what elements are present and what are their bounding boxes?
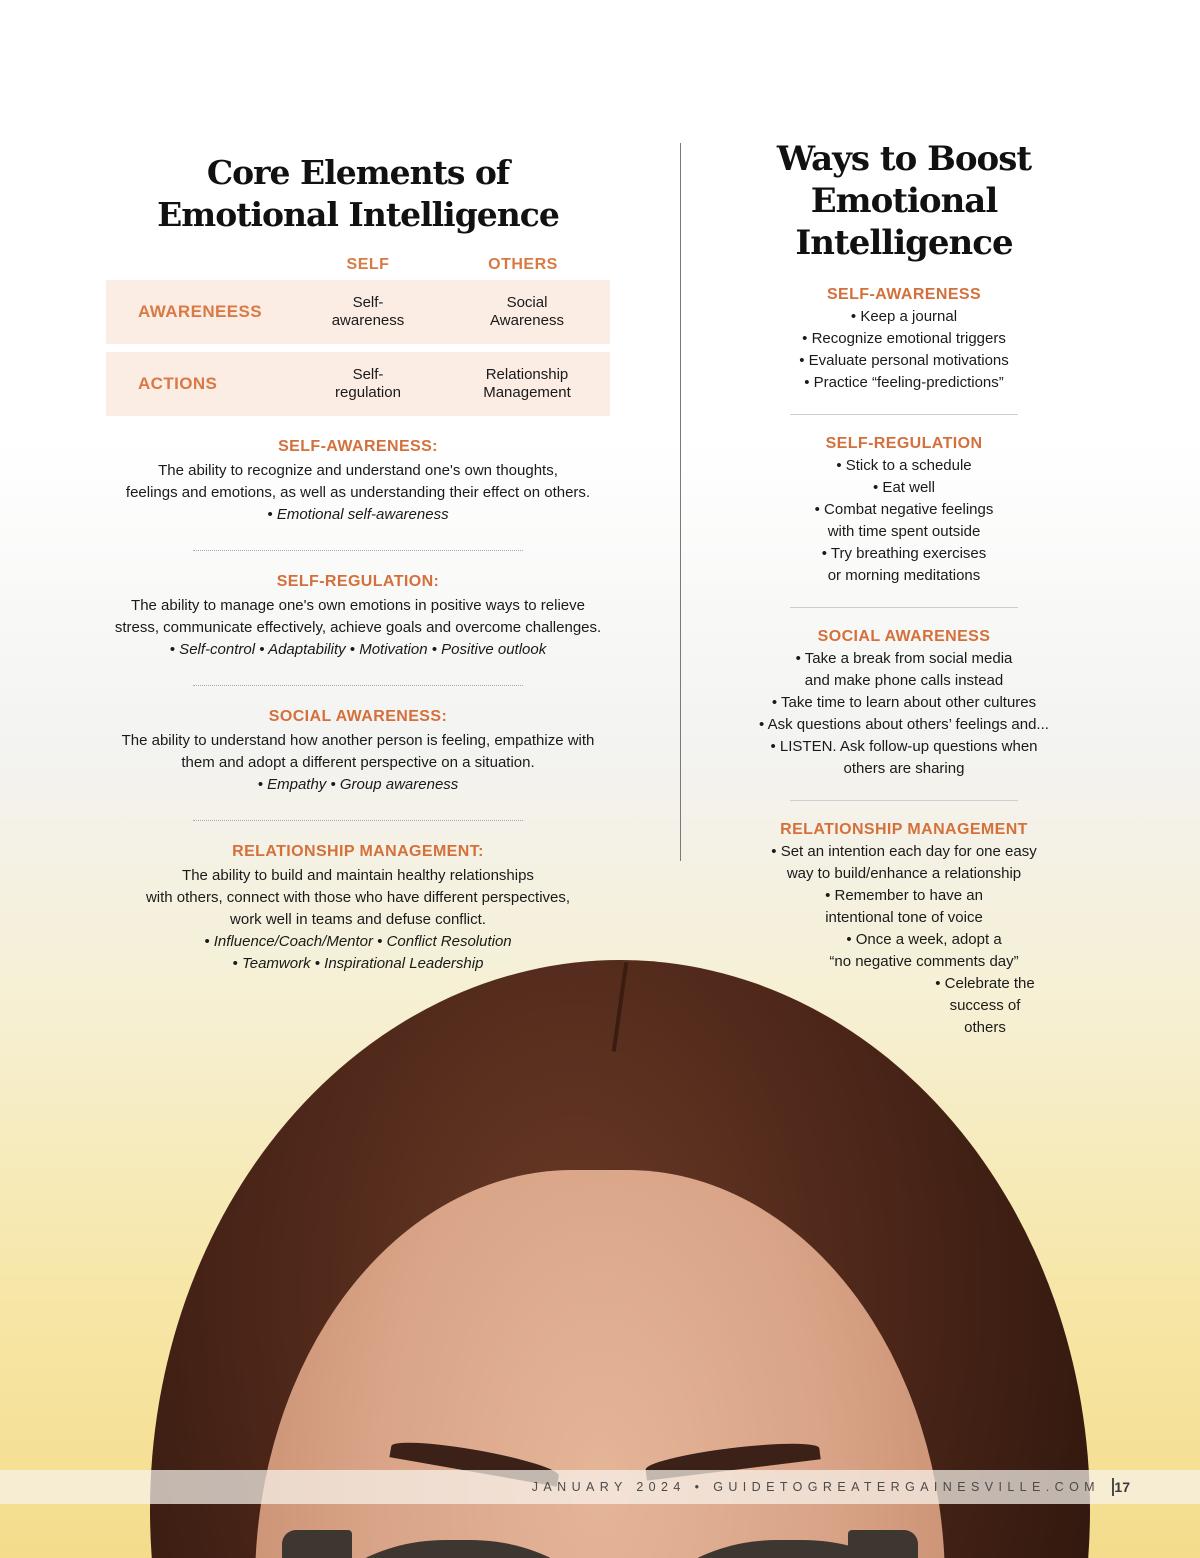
column-divider bbox=[680, 143, 681, 861]
matrix-row-label: ACTIONS bbox=[138, 374, 218, 393]
matrix-col-others: OTHERS bbox=[488, 256, 558, 273]
tip-line: with time spent outside bbox=[827, 523, 981, 540]
page-footer bbox=[0, 1470, 1200, 1504]
definition-tags bbox=[106, 774, 610, 796]
definition-heading: SELF-AWARENESS: bbox=[278, 438, 438, 455]
section-divider bbox=[790, 800, 1018, 801]
tip-line: way to build/enhance a relationship bbox=[786, 865, 1022, 882]
matrix-cell-self-awareness bbox=[303, 294, 433, 330]
matrix-cell-line: Self- bbox=[352, 294, 384, 311]
woman-with-glasses-photo bbox=[0, 940, 1200, 1558]
tip-line: others are sharing bbox=[843, 760, 965, 777]
definition-heading: RELATIONSHIP MANAGEMENT: bbox=[232, 843, 484, 860]
dotted-divider bbox=[193, 685, 523, 686]
definition-line: The ability to build and maintain healthy relationships bbox=[182, 867, 534, 884]
tips-self-awareness bbox=[752, 286, 1056, 394]
ways-title-line: Emotional bbox=[810, 181, 998, 221]
tip-line: and make phone calls instead bbox=[804, 672, 1004, 689]
footer-issue-url: JANUARY 2024 • GUIDETOGREATERGAINESVILLE.COM bbox=[531, 1480, 1100, 1494]
tip-line: or morning meditations bbox=[827, 567, 981, 584]
definition-tags bbox=[106, 639, 610, 661]
definition-tags bbox=[106, 504, 610, 526]
matrix-cell-line: regulation bbox=[335, 384, 401, 401]
section-divider bbox=[790, 414, 1018, 415]
tip-line: • Practice “feeling-predictions” bbox=[804, 374, 1004, 391]
tip-line: • Recognize emotional triggers bbox=[802, 330, 1006, 347]
core-elements-column bbox=[106, 152, 610, 975]
matrix-cell-line: awareness bbox=[331, 312, 405, 329]
definition-tag-line: • Self-control • Adaptability • Motivation • Positive outlook bbox=[169, 641, 547, 658]
tip-line: • Ask questions about others’ feelings and... bbox=[759, 716, 1049, 733]
ways-to-boost-column bbox=[752, 138, 1056, 1039]
tips-heading: RELATIONSHIP MANAGEMENT bbox=[780, 821, 1028, 838]
definition-line: them and adopt a different perspective on a situation. bbox=[181, 754, 535, 771]
definition-self-awareness bbox=[106, 438, 610, 526]
definition-line: feelings and emotions, as well as understanding their effect on others. bbox=[125, 484, 591, 501]
definition-line: with others, connect with those who have different perspectives, bbox=[145, 889, 571, 906]
tips-heading: SOCIAL AWARENESS bbox=[817, 628, 991, 645]
definition-heading: SOCIAL AWARENESS: bbox=[268, 708, 448, 725]
definition-tag-line: • Empathy • Group awareness bbox=[257, 776, 459, 793]
matrix-row-actions bbox=[106, 352, 610, 416]
dotted-divider bbox=[193, 550, 523, 551]
definition-tag-line: • Influence/Coach/Mentor • Conflict Resolution bbox=[204, 933, 512, 950]
matrix-cell-line: Social bbox=[506, 294, 548, 311]
definition-line: The ability to recognize and understand one's own thoughts, bbox=[158, 462, 558, 479]
matrix-cell-relationship-management bbox=[462, 366, 592, 402]
ways-title-line: Intelligence bbox=[795, 223, 1013, 263]
tip-line: • Remember to have an bbox=[825, 887, 983, 904]
tips-heading: SELF-AWARENESS bbox=[826, 286, 982, 303]
tip-line: • Take time to learn about other cultures bbox=[771, 694, 1037, 711]
matrix-cell-self-regulation bbox=[303, 366, 433, 402]
definition-tag-line: • Emotional self-awareness bbox=[267, 506, 449, 523]
tip-line: others bbox=[964, 1019, 1006, 1036]
matrix-header bbox=[106, 248, 610, 280]
page-number: 17 bbox=[1114, 1479, 1130, 1495]
tips-social-awareness bbox=[752, 628, 1056, 780]
tip-line: • Once a week, adopt a bbox=[846, 931, 1002, 948]
core-elements-title-line: Core Elements of bbox=[206, 153, 510, 192]
core-elements-title bbox=[106, 152, 610, 236]
tips-heading: SELF-REGULATION bbox=[825, 435, 983, 452]
matrix-cell-line: Relationship bbox=[485, 366, 569, 383]
tip-line: • Celebrate the success of bbox=[935, 975, 1035, 1014]
dotted-divider bbox=[193, 820, 523, 821]
matrix-col-self: SELF bbox=[346, 256, 390, 273]
tip-line: “no negative comments day” bbox=[829, 953, 1019, 970]
definition-tag-line: • Teamwork • Inspirational Leadership bbox=[232, 955, 484, 972]
tip-line: • Eat well bbox=[873, 479, 935, 496]
ways-to-boost-title bbox=[752, 138, 1056, 264]
tips-self-regulation bbox=[752, 435, 1056, 587]
definition-text bbox=[106, 460, 610, 504]
tip-line: • Keep a journal bbox=[850, 308, 958, 325]
tip-line: intentional tone of voice bbox=[825, 909, 983, 926]
definition-self-regulation bbox=[106, 573, 610, 661]
definition-text bbox=[106, 730, 610, 774]
tip-line: • Evaluate personal motivations bbox=[799, 352, 1009, 369]
matrix-cell-line: Self- bbox=[352, 366, 384, 383]
tip-line: • LISTEN. Ask follow-up questions when bbox=[770, 738, 1038, 755]
matrix-row-awareness bbox=[106, 280, 610, 344]
definition-text bbox=[106, 865, 610, 931]
definition-social-awareness bbox=[106, 708, 610, 796]
matrix-cell-line: Management bbox=[483, 384, 571, 401]
definition-line: The ability to manage one's own emotions in positive ways to relieve bbox=[131, 597, 585, 614]
tip-line: • Take a break from social media bbox=[795, 650, 1013, 667]
matrix-row-label: AWARENEESS bbox=[138, 302, 262, 321]
tip-line: • Set an intention each day for one easy bbox=[771, 843, 1037, 860]
definition-line: stress, communicate effectively, achieve goals and overcome challenges. bbox=[114, 619, 602, 636]
tip-line: • Stick to a schedule bbox=[836, 457, 972, 474]
tip-line: • Try breathing exercises bbox=[821, 545, 987, 562]
core-elements-title-line: Emotional Intelligence bbox=[157, 195, 559, 234]
section-divider bbox=[790, 607, 1018, 608]
ways-title-line: Ways to Boost bbox=[776, 139, 1032, 179]
definition-heading: SELF-REGULATION: bbox=[276, 573, 440, 590]
matrix-cell-line: Awareness bbox=[490, 312, 564, 329]
definition-text bbox=[106, 595, 610, 639]
definition-line: The ability to understand how another person is feeling, empathize with bbox=[121, 732, 595, 749]
glasses-left-hinge bbox=[282, 1530, 352, 1558]
definition-line: work well in teams and defuse conflict. bbox=[230, 911, 486, 928]
tip-line: • Combat negative feelings bbox=[814, 501, 994, 518]
matrix-cell-social-awareness bbox=[462, 294, 592, 330]
